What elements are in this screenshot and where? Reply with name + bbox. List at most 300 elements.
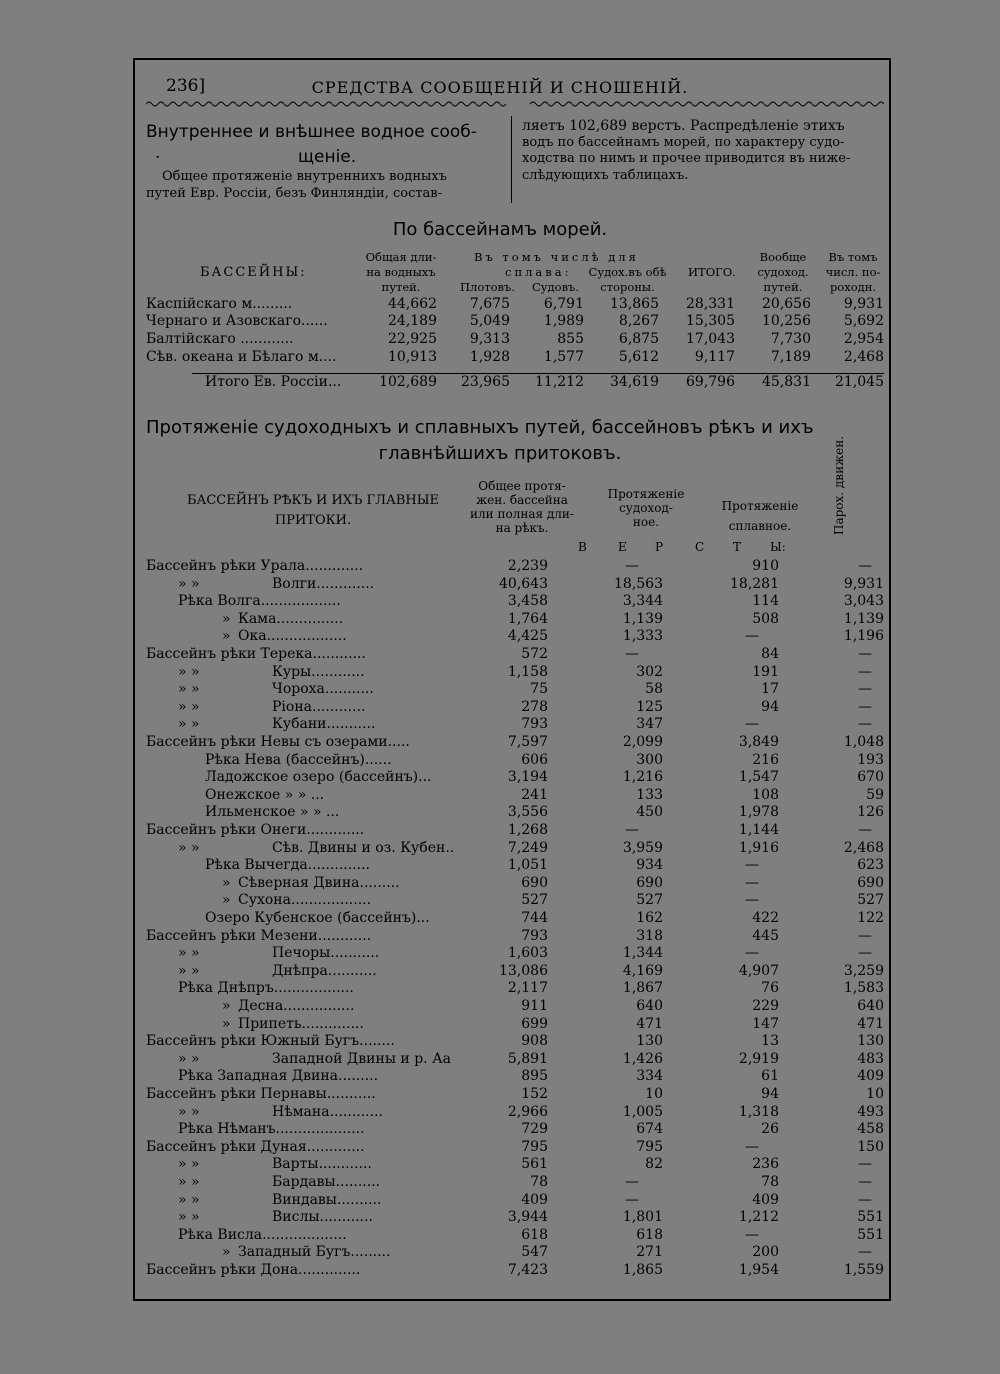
t2-ditto-mark: » » (178, 1174, 200, 1190)
t2-cell: 241 (521, 787, 548, 803)
t2-cell: 3,849 (738, 734, 779, 750)
t2-row-name: Озеро Кубенское (бассейнъ)... (205, 910, 430, 926)
t2-cell: 193 (857, 752, 884, 768)
t2-cell: 618 (521, 1227, 548, 1243)
t2-row-name: Вислы............ (272, 1209, 373, 1225)
t2-cell: 793 (521, 716, 548, 732)
t1-total-cell: 102,689 (379, 374, 437, 390)
t2-row-name: Ока.................. (238, 628, 347, 644)
t1-total-cell: 21,045 (835, 374, 884, 390)
t2-cell: 40,643 (499, 576, 548, 592)
t2-ditto-mark: » » (178, 840, 200, 856)
t2-ditto-mark: » (222, 628, 231, 644)
t2-cell: 122 (857, 910, 884, 926)
t1-col-itogo: ИТОГО. (688, 265, 736, 279)
t2-row-name: Онежское » » ... (205, 787, 325, 803)
t2-ditto-mark: » » (178, 664, 200, 680)
t2-cell: — (745, 875, 759, 891)
t2-row-name: Бассейнъ рѣки Южный Бугъ........ (146, 1033, 395, 1049)
t2-row-name: Куры............ (272, 664, 365, 680)
t1-cell: 1,928 (469, 349, 510, 365)
t2-versty-letter: Р (655, 540, 664, 554)
t2-ditto-mark: » » (178, 1104, 200, 1120)
t2-cell: 1,196 (843, 628, 884, 644)
t2-cell: 2,468 (843, 840, 884, 856)
t2-cell: 606 (521, 752, 548, 768)
t2-cell: 572 (521, 646, 548, 662)
t2-cell: 527 (636, 892, 663, 908)
t2-cell: — (858, 1174, 872, 1190)
t2-cell: 229 (752, 998, 779, 1014)
t1-cell: 24,189 (388, 313, 437, 329)
t2-cell: 114 (752, 593, 779, 609)
t2-versty-letter: Ы: (770, 540, 786, 554)
t1-cell: 15,305 (686, 313, 735, 329)
t2-ditto-mark: » » (178, 963, 200, 979)
t2-cell: 450 (636, 804, 663, 820)
t2-cell: 1,547 (738, 769, 779, 785)
t2-cell: 13,086 (499, 963, 548, 979)
t1-total-cell: 34,619 (610, 374, 659, 390)
t2-row-name: Рѣка Нѣманъ.................... (178, 1121, 365, 1137)
t2-cell: 2,099 (622, 734, 663, 750)
t2-row-name: Бассейнъ рѣки Дуная............. (146, 1139, 365, 1155)
t2-cell: 3,194 (507, 769, 548, 785)
t2-versty-letter: Т (733, 540, 742, 554)
t1-cell: 22,925 (388, 331, 437, 347)
t2-cell: 1,005 (622, 1104, 663, 1120)
t2-cell: 409 (521, 1192, 548, 1208)
t2-cell: 1,333 (622, 628, 663, 644)
t2-cell: 690 (636, 875, 663, 891)
t2-cell: — (625, 1192, 639, 1208)
t2-versty-letter: С (695, 540, 705, 554)
t2-cell: 471 (857, 1016, 884, 1032)
t2-cell: — (858, 822, 872, 838)
t1-cell: 5,612 (618, 349, 659, 365)
t2-cell: 483 (857, 1051, 884, 1067)
t2-cell: — (858, 1244, 872, 1260)
t1-col-voobshche: Вообще судоход. путей. (757, 250, 809, 294)
t2-cell: — (858, 716, 872, 732)
t2-cell: 551 (857, 1209, 884, 1225)
t1-cell: 10,256 (762, 313, 811, 329)
t1-row-name: Каспійскаго м......... (146, 296, 293, 312)
t2-cell: 744 (521, 910, 548, 926)
t2-cell: 1,268 (507, 822, 548, 838)
t2-cell: 1,139 (843, 611, 884, 627)
t2-cell: 191 (752, 664, 779, 680)
table1-title: По бассейнамъ морей. (392, 219, 608, 240)
t2-col-sudokh: Протяженіе судоход- ное. (607, 487, 685, 529)
t2-cell: 10 (866, 1086, 884, 1102)
t2-cell: 1,867 (622, 980, 663, 996)
t2-cell: 61 (761, 1068, 779, 1084)
t2-cell: — (858, 928, 872, 944)
t2-cell: 508 (752, 611, 779, 627)
t1-col-splava: сплава: (505, 265, 572, 279)
t2-cell: 94 (761, 1086, 779, 1102)
t2-cell: 910 (752, 558, 779, 574)
t1-col-parokh: Въ томъ числ. по- роходн. (825, 250, 881, 294)
t2-row-name: Сѣверная Двина......... (238, 875, 400, 891)
t1-cell: 13,865 (610, 296, 659, 312)
t2-row-name: Виндавы.......... (272, 1192, 382, 1208)
t2-cell: 527 (857, 892, 884, 908)
t2-cell: 690 (857, 875, 884, 891)
t2-cell: 2,117 (507, 980, 548, 996)
t2-ditto-mark: » (222, 875, 231, 891)
t1-col-plotov: Плотовъ. (460, 280, 515, 294)
intro-heading-cont: щеніе. (298, 147, 357, 167)
t2-ditto-mark: » (222, 1244, 231, 1260)
t2-row-name: Рѣка Нева (бассейнъ)...... (205, 752, 392, 768)
t2-cell: — (858, 664, 872, 680)
t2-row-name: Рѣка Волга.................. (178, 593, 341, 609)
t1-total-name: Итого Ев. Россіи... (205, 374, 342, 390)
t1-col-sudokh: Судох.въ обѣ стороны. (588, 265, 667, 294)
t1-total-cell: 11,212 (535, 374, 584, 390)
t2-row-name: Бассейнъ рѣки Невы съ озерами..... (146, 734, 410, 750)
t2-ditto-mark: » » (178, 1192, 200, 1208)
t2-cell: 895 (521, 1068, 548, 1084)
t2-row-name: Ріона............ (272, 699, 366, 715)
t2-row-name: Кубани........... (272, 716, 376, 732)
t1-row-name: Сѣв. океана и Бѣлаго м.... (146, 349, 337, 365)
t2-cell: 130 (636, 1033, 663, 1049)
t2-cell: 795 (521, 1139, 548, 1155)
t2-cell: 1,954 (738, 1262, 779, 1278)
t2-cell: 793 (521, 928, 548, 944)
t1-cell: 28,331 (686, 296, 735, 312)
t2-cell: 934 (636, 857, 663, 873)
t2-cell: 17 (761, 681, 779, 697)
t2-cell: 75 (530, 681, 548, 697)
t2-cell: 699 (521, 1016, 548, 1032)
t1-cell: 7,730 (770, 331, 811, 347)
t1-cell: 8,267 (618, 313, 659, 329)
t2-cell: 7,249 (507, 840, 548, 856)
t2-ditto-mark: » » (178, 1156, 200, 1172)
t2-cell: 200 (752, 1244, 779, 1260)
t2-row-name: Днѣпра........... (272, 963, 377, 979)
t2-cell: 152 (521, 1086, 548, 1102)
t2-cell: 1,344 (622, 945, 663, 961)
t1-cell: 5,049 (469, 313, 510, 329)
t2-ditto-mark: » (222, 998, 231, 1014)
t2-cell: 84 (761, 646, 779, 662)
t2-cell: 347 (636, 716, 663, 732)
t2-cell: 3,043 (843, 593, 884, 609)
t2-cell: 1,212 (738, 1209, 779, 1225)
t1-cell: 10,913 (388, 349, 437, 365)
t2-cell: — (745, 945, 759, 961)
t2-cell: 690 (521, 875, 548, 891)
t2-row-name: Чороха........... (272, 681, 374, 697)
t1-cell: 6,791 (543, 296, 584, 312)
t2-row-name: Сухона.................. (238, 892, 372, 908)
t1-cell: 5,692 (843, 313, 884, 329)
t1-cell: 9,313 (469, 331, 510, 347)
t2-cell: 3,944 (507, 1209, 548, 1225)
t2-cell: 1,916 (738, 840, 779, 856)
t2-ditto-mark: » » (178, 716, 200, 732)
t2-cell: 4,907 (738, 963, 779, 979)
t2-cell: 458 (857, 1121, 884, 1137)
t2-ditto-mark: » » (178, 576, 200, 592)
t2-cell: 82 (645, 1156, 663, 1172)
t2-ditto-mark: » » (178, 1051, 200, 1067)
t2-row-name: Волги............. (272, 576, 375, 592)
t2-cell: 561 (521, 1156, 548, 1172)
t2-col-basin: БАССЕЙНЪ РѢКЪ И ИХЪ ГЛАВНЫЕ ПРИТОКИ. (186, 493, 440, 528)
t2-ditto-mark: » » (178, 681, 200, 697)
t2-cell: 7,423 (507, 1262, 548, 1278)
t2-cell: 1,603 (507, 945, 548, 961)
t2-cell: — (858, 699, 872, 715)
t1-col-incl: Въ томъ числѣ для (474, 250, 639, 264)
t1-cell: 7,189 (770, 349, 811, 365)
table2-title-cont: главнѣйшихъ притоковъ. (378, 443, 622, 464)
t2-row-name: Варты............ (272, 1156, 372, 1172)
t2-cell: 1,583 (843, 980, 884, 996)
t2-row-name: Бассейнъ рѣки Дона.............. (146, 1262, 361, 1278)
t2-cell: 3,959 (622, 840, 663, 856)
t2-cell: — (745, 1139, 759, 1155)
page-number: 236] (166, 76, 206, 96)
t2-cell: 795 (636, 1139, 663, 1155)
t2-row-name: Бардавы.......... (272, 1174, 381, 1190)
t1-col-basin: БАССЕЙНЫ: (200, 265, 307, 280)
t2-cell: 1,426 (622, 1051, 663, 1067)
t2-cell: 58 (645, 681, 663, 697)
t2-cell: 551 (857, 1227, 884, 1243)
t2-row-name: Ладожское озеро (бассейнъ)... (205, 769, 432, 785)
t2-row-name: Припеть.............. (238, 1016, 364, 1032)
t2-cell: 670 (857, 769, 884, 785)
t2-cell: — (858, 681, 872, 697)
t2-cell: — (745, 628, 759, 644)
t2-cell: 2,919 (738, 1051, 779, 1067)
t1-cell: 1,577 (543, 349, 584, 365)
t2-cell: 3,458 (507, 593, 548, 609)
t2-cell: — (858, 945, 872, 961)
t2-cell: 78 (761, 1174, 779, 1190)
t2-ditto-mark: » (222, 892, 231, 908)
column-divider (511, 116, 512, 203)
header-divider (146, 99, 884, 109)
t2-cell: 3,259 (843, 963, 884, 979)
t2-cell: 1,216 (622, 769, 663, 785)
t2-cell: 300 (636, 752, 663, 768)
t2-cell: 94 (761, 699, 779, 715)
t2-cell: 527 (521, 892, 548, 908)
t2-col-splav: Протяженіе сплавное. (721, 499, 799, 533)
t1-total-rule (192, 373, 884, 374)
t2-cell: 471 (636, 1016, 663, 1032)
t2-cell: 302 (636, 664, 663, 680)
t2-row-name: Рѣка Вычегда.............. (205, 857, 370, 873)
t2-cell: 1,764 (507, 611, 548, 627)
t2-cell: 26 (761, 1121, 779, 1137)
t1-cell: 2,954 (843, 331, 884, 347)
t2-cell: 3,344 (622, 593, 663, 609)
intro-right-line: водъ по бассейнамъ морей, по характеру судо- (522, 135, 845, 150)
t2-col-parokh: Парох. движен. (832, 435, 846, 535)
t2-ditto-mark: » » (178, 1209, 200, 1225)
t2-row-name: Сѣв. Двины и оз. Кубен.. (272, 840, 455, 856)
t1-cell: 9,931 (843, 296, 884, 312)
t1-col-total: Общая дли- на водныхъ путей. (365, 250, 437, 294)
t2-versty-letter: Е (618, 540, 627, 554)
t2-row-name: Ильменское » » ... (205, 804, 340, 820)
t2-cell: 1,048 (843, 734, 884, 750)
t1-cell: 17,043 (686, 331, 735, 347)
t2-cell: 1,139 (622, 611, 663, 627)
t2-cell: 18,563 (614, 576, 663, 592)
t2-cell: 640 (636, 998, 663, 1014)
t2-ditto-mark: » (222, 1016, 231, 1032)
t2-cell: 445 (752, 928, 779, 944)
t2-cell: 2,239 (507, 558, 548, 574)
t2-cell: — (745, 716, 759, 732)
t1-row-name: Балтійскаго ............ (146, 331, 294, 347)
t2-cell: 547 (521, 1244, 548, 1260)
t2-cell: 7,597 (507, 734, 548, 750)
t2-cell: 911 (521, 998, 548, 1014)
t2-row-name: Десна................ (238, 998, 355, 1014)
t2-cell: 409 (752, 1192, 779, 1208)
t1-total-cell: 69,796 (686, 374, 735, 390)
t2-ditto-mark: » » (178, 945, 200, 961)
intro-heading: Внутреннее и внѣшнее водное сооб- (146, 122, 477, 142)
t2-cell: 18,281 (730, 576, 779, 592)
t2-cell: — (858, 1156, 872, 1172)
t2-row-name: Кама............... (238, 611, 344, 627)
intro-text-line: путей Евр. Россіи, безъ Финляндіи, состав- (146, 186, 443, 201)
intro-text-line: Общее протяженіе внутреннихъ водныхъ (162, 169, 447, 184)
t2-cell: 13 (761, 1033, 779, 1049)
t1-cell: 1,989 (543, 313, 584, 329)
t1-cell: 20,656 (762, 296, 811, 312)
t2-cell: — (625, 558, 639, 574)
t2-cell: 409 (857, 1068, 884, 1084)
t2-cell: 10 (645, 1086, 663, 1102)
t2-cell: 147 (752, 1016, 779, 1032)
t2-cell: 623 (857, 857, 884, 873)
t2-ditto-mark: » (222, 611, 231, 627)
intro-dot: . (155, 143, 161, 163)
t2-row-name: Рѣка Днѣпръ.................. (178, 980, 354, 996)
t2-cell: 618 (636, 1227, 663, 1243)
t2-cell: — (745, 1227, 759, 1243)
t2-cell: 1,051 (507, 857, 548, 873)
t2-row-name: Западный Бугъ......... (238, 1244, 391, 1260)
t2-cell: 130 (857, 1033, 884, 1049)
t2-cell: 126 (857, 804, 884, 820)
t2-col-total: Общее протя- жен. бассейна или полная дли- на рѣкъ. (470, 479, 574, 535)
page-title: СРЕДСТВА СООБЩЕНІЙ И СНОШЕНІЙ. (311, 78, 689, 97)
t2-cell: 674 (636, 1121, 663, 1137)
t2-cell: 236 (752, 1156, 779, 1172)
t2-cell: 108 (752, 787, 779, 803)
t2-row-name: Бассейнъ рѣки Пернавы........... (146, 1086, 376, 1102)
intro-right-line: ходства по нимъ и прочее приводится въ ниже- (522, 151, 851, 166)
t2-cell: — (858, 558, 872, 574)
t1-total-cell: 45,831 (762, 374, 811, 390)
t2-cell: 729 (521, 1121, 548, 1137)
t2-versty-letter: В (578, 540, 587, 554)
t2-cell: 4,169 (622, 963, 663, 979)
intro-right-line: слѣдующихъ таблицахъ. (522, 168, 689, 183)
t2-cell: 278 (521, 699, 548, 715)
t2-cell: 9,931 (843, 576, 884, 592)
t1-cell: 9,117 (694, 349, 735, 365)
t2-cell: 493 (857, 1104, 884, 1120)
t2-cell: 4,425 (507, 628, 548, 644)
t2-cell: 334 (636, 1068, 663, 1084)
t2-cell: 1,144 (738, 822, 779, 838)
t2-cell: 908 (521, 1033, 548, 1049)
t2-row-name: Рѣка Висла................... (178, 1227, 347, 1243)
t1-cell: 855 (557, 331, 584, 347)
t2-cell: — (625, 646, 639, 662)
t2-row-name: Печоры........... (272, 945, 380, 961)
t2-cell: 150 (857, 1139, 884, 1155)
t2-row-name: Нѣмана............ (272, 1104, 383, 1120)
t2-cell: 2,966 (507, 1104, 548, 1120)
t2-cell: 1,158 (507, 664, 548, 680)
t1-cell: 44,662 (388, 296, 437, 312)
t2-row-name: Бассейнъ рѣки Терека............ (146, 646, 366, 662)
t2-cell: — (858, 646, 872, 662)
t2-cell: — (625, 822, 639, 838)
t2-row-name: Западной Двины и р. Аа (272, 1051, 452, 1067)
t2-cell: 271 (636, 1244, 663, 1260)
t2-row-name: Бассейнъ рѣки Мезени............ (146, 928, 372, 944)
t1-total-cell: 23,965 (461, 374, 510, 390)
t1-row-name: Чернаго и Азовскаго...... (146, 313, 328, 329)
t2-cell: 162 (636, 910, 663, 926)
t2-cell: 1,318 (738, 1104, 779, 1120)
t2-ditto-mark: » » (178, 699, 200, 715)
t1-cell: 6,875 (618, 331, 659, 347)
t2-row-name: Бассейнъ рѣки Онеги............. (146, 822, 365, 838)
t2-row-name: Бассейнъ рѣки Урала............. (146, 558, 364, 574)
t2-cell: 125 (636, 699, 663, 715)
table2-title: Протяженіе судоходныхъ и сплавныхъ путей, бассейновъ рѣкъ и ихъ (146, 417, 814, 438)
t1-col-sudov: Судовъ. (532, 280, 580, 294)
t2-cell: 78 (530, 1174, 548, 1190)
t2-cell: — (625, 1174, 639, 1190)
t1-cell: 2,468 (843, 349, 884, 365)
t2-cell: 76 (761, 980, 779, 996)
t2-cell: 216 (752, 752, 779, 768)
t2-cell: 640 (857, 998, 884, 1014)
t2-cell: — (745, 857, 759, 873)
t2-cell: 1,978 (738, 804, 779, 820)
t1-cell: 7,675 (469, 296, 510, 312)
t2-cell: 59 (866, 787, 884, 803)
t2-cell: — (745, 892, 759, 908)
t2-cell: 1,559 (843, 1262, 884, 1278)
t2-cell: 1,801 (622, 1209, 663, 1225)
t2-cell: 318 (636, 928, 663, 944)
t2-cell: 1,865 (622, 1262, 663, 1278)
t2-cell: 3,556 (507, 804, 548, 820)
t2-cell: 422 (752, 910, 779, 926)
t2-cell: 5,891 (507, 1051, 548, 1067)
